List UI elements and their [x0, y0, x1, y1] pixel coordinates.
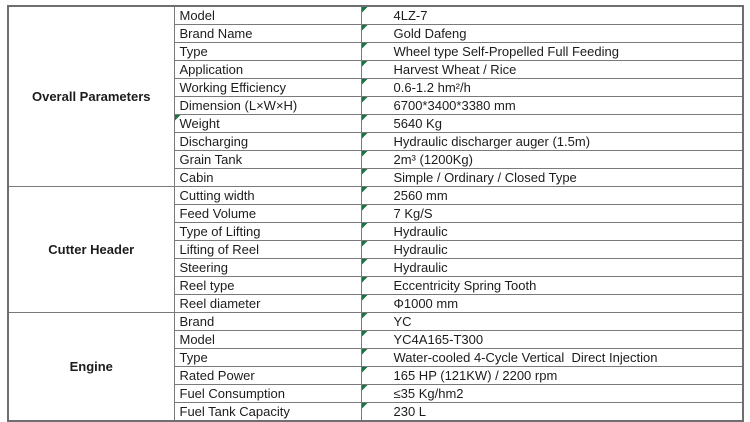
param-cell	[174, 79, 361, 97]
value-cell	[361, 61, 743, 79]
param-cell	[174, 133, 361, 151]
value-cell	[361, 151, 743, 169]
value-cell	[361, 367, 743, 385]
param-cell	[174, 277, 361, 295]
param-cell	[174, 169, 361, 187]
value-text: Hydraulic	[393, 259, 448, 275]
value-cell	[361, 43, 743, 61]
value-cell	[361, 25, 743, 43]
param-label: Steering	[179, 259, 228, 275]
value-cell	[361, 259, 743, 277]
table-row	[8, 6, 743, 25]
value-cell	[361, 223, 743, 241]
value-cell	[361, 97, 743, 115]
category-cell-engine	[8, 313, 174, 422]
value-text: Hydraulic	[393, 223, 448, 239]
param-label: Type	[179, 349, 208, 365]
param-label: Working Efficiency	[179, 79, 286, 95]
param-label: Application	[179, 61, 244, 77]
param-cell	[174, 43, 361, 61]
param-cell	[174, 97, 361, 115]
param-label: Type of Lifting	[179, 223, 261, 239]
param-label: Rated Power	[179, 367, 255, 383]
value-cell	[361, 169, 743, 187]
param-label: Type	[179, 43, 208, 59]
param-label: Grain Tank	[179, 151, 243, 167]
param-cell	[174, 187, 361, 205]
category-cell-cutter-header	[8, 187, 174, 313]
value-text: Harvest Wheat / Rice	[393, 61, 517, 77]
param-label: Model	[179, 331, 215, 347]
param-label: Brand	[179, 313, 215, 329]
value-text: 4LZ-7	[393, 7, 428, 23]
param-cell	[174, 241, 361, 259]
param-cell	[174, 223, 361, 241]
param-cell	[174, 25, 361, 43]
param-label: Cutting width	[179, 187, 255, 203]
value-text: Water-cooled 4-Cycle Vertical Direct Injection	[393, 349, 658, 365]
value-text: Φ1000 mm	[393, 295, 459, 311]
value-text: Simple / Ordinary / Closed Type	[393, 169, 577, 185]
value-cell	[361, 403, 743, 422]
param-cell	[174, 6, 361, 25]
table-row	[8, 313, 743, 331]
value-text: 2m³ (1200Kg)	[393, 151, 473, 167]
param-label: Cabin	[179, 169, 214, 185]
value-cell	[361, 349, 743, 367]
value-cell	[361, 313, 743, 331]
category-label: Cutter Header	[48, 241, 135, 257]
value-text: Hydraulic discharger auger (1.5m)	[393, 133, 591, 149]
param-label: Model	[179, 7, 215, 23]
value-text: YC	[393, 313, 412, 329]
param-cell	[174, 259, 361, 277]
category-cell-overall-parameters	[8, 6, 174, 187]
param-label: Lifting of Reel	[179, 241, 259, 257]
category-label: Engine	[69, 358, 113, 374]
value-text: 6700*3400*3380 mm	[393, 97, 516, 113]
value-text: Eccentricity Spring Tooth	[393, 277, 537, 293]
param-label: Reel type	[179, 277, 235, 293]
param-cell	[174, 313, 361, 331]
param-cell	[174, 367, 361, 385]
category-label: Overall Parameters	[31, 88, 151, 104]
value-cell	[361, 133, 743, 151]
param-cell	[174, 205, 361, 223]
param-label: Fuel Tank Capacity	[179, 403, 290, 419]
param-cell	[174, 61, 361, 79]
value-cell	[361, 79, 743, 97]
value-text: 230 L	[393, 403, 427, 419]
param-cell	[174, 385, 361, 403]
value-cell	[361, 277, 743, 295]
value-text: 5640 Kg	[393, 115, 442, 131]
param-cell	[174, 151, 361, 169]
value-text: Wheel type Self-Propelled Full Feeding	[393, 43, 619, 59]
param-label: Brand Name	[179, 25, 253, 41]
param-cell	[174, 331, 361, 349]
spec-table	[7, 5, 744, 422]
value-text: ≤35 Kg/hm2	[393, 385, 464, 401]
param-cell	[174, 295, 361, 313]
param-cell	[174, 115, 361, 133]
value-text: Gold Dafeng	[393, 25, 467, 41]
value-cell	[361, 331, 743, 349]
param-label: Fuel Consumption	[179, 385, 285, 401]
value-text: 7 Kg/S	[393, 205, 433, 221]
param-cell	[174, 403, 361, 422]
value-cell	[361, 205, 743, 223]
param-label: Weight	[179, 115, 220, 131]
value-text: 0.6-1.2 hm²/h	[393, 79, 471, 95]
value-cell	[361, 6, 743, 25]
value-cell	[361, 187, 743, 205]
value-text: Hydraulic	[393, 241, 448, 257]
param-label: Feed Volume	[179, 205, 257, 221]
param-label: Discharging	[179, 133, 249, 149]
value-text: YC4A165-T300	[393, 331, 484, 347]
value-cell	[361, 241, 743, 259]
value-cell	[361, 115, 743, 133]
value-cell	[361, 295, 743, 313]
param-cell	[174, 349, 361, 367]
table-row	[8, 187, 743, 205]
param-label: Reel diameter	[179, 295, 261, 311]
value-text: 165 HP (121KW) / 2200 rpm	[393, 367, 558, 383]
value-cell	[361, 385, 743, 403]
param-label: Dimension (L×W×H)	[179, 97, 298, 113]
value-text: 2560 mm	[393, 187, 448, 203]
